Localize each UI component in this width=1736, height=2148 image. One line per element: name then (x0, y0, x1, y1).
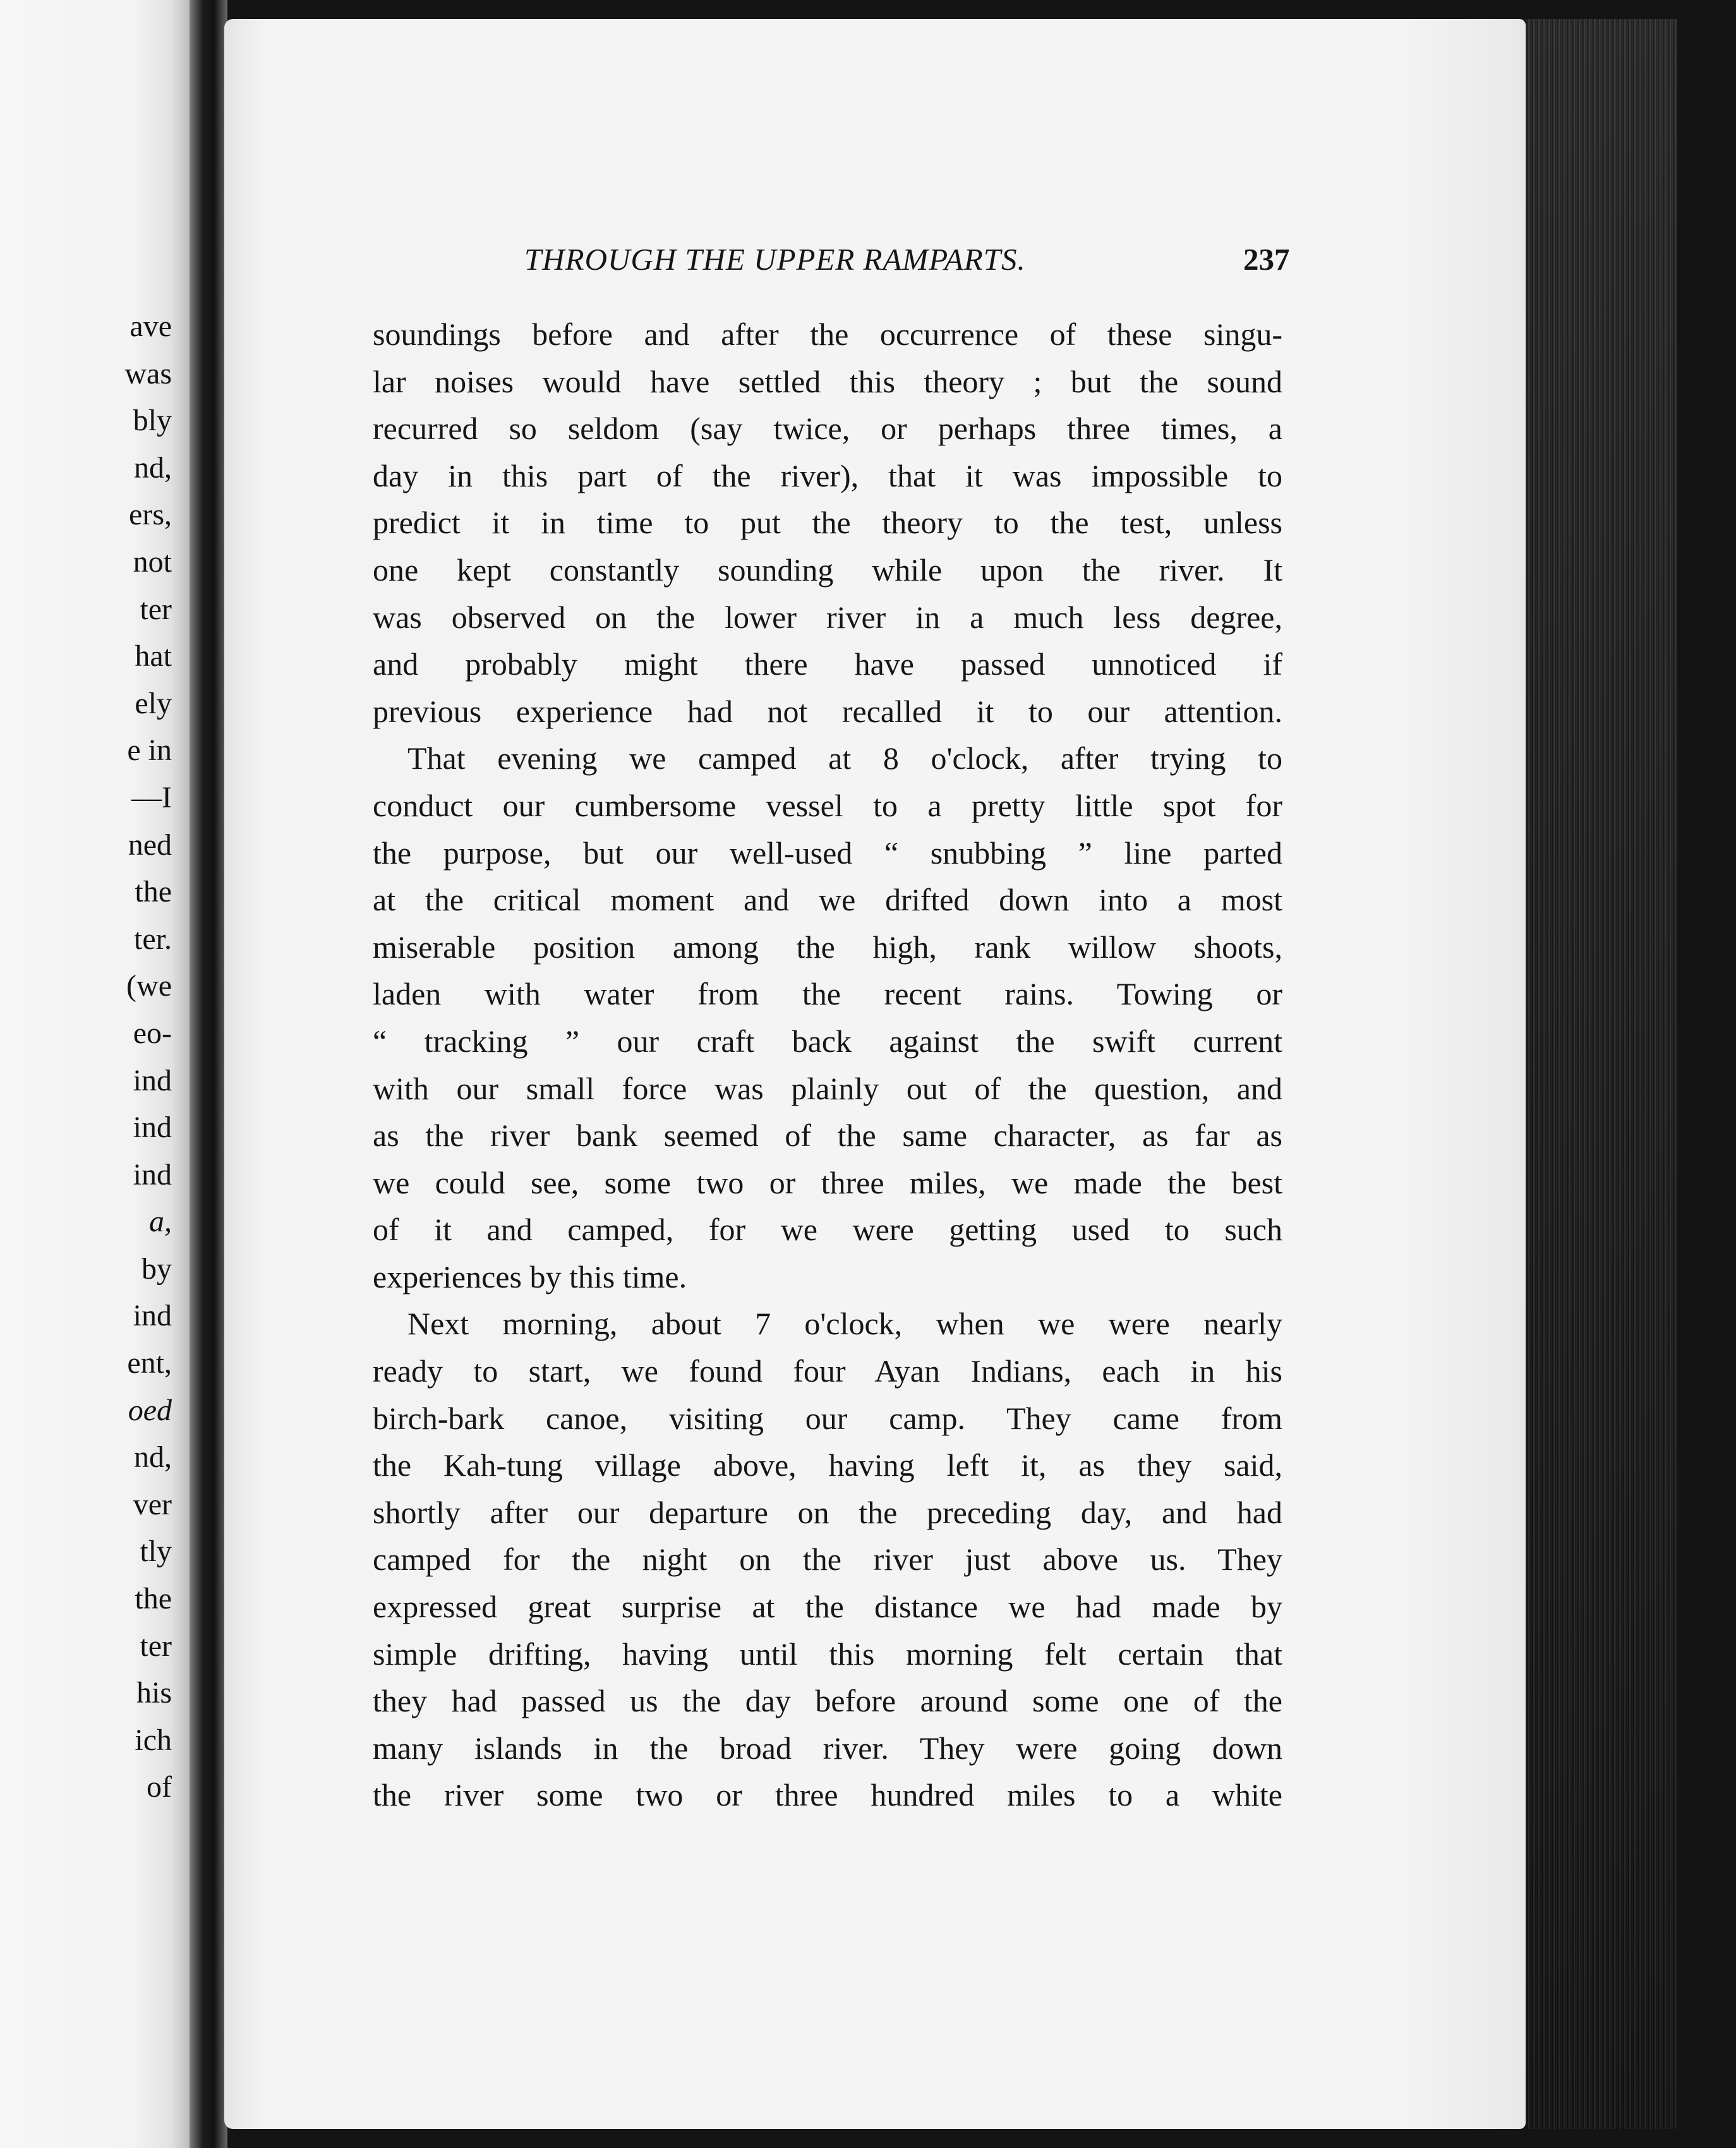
text-line: and probably might there have passed unnoticed if (373, 646, 1282, 682)
body-text (373, 311, 1282, 1819)
text-line: soundings before and after the occurrence of these singu- (373, 317, 1282, 352)
left-line: oed (128, 1393, 172, 1427)
text-line: ready to start, we found four Ayan Indians, each in his (373, 1353, 1282, 1389)
left-line: ent, (127, 1346, 172, 1380)
page-number: 237 (1243, 242, 1290, 277)
book-gutter (190, 0, 227, 2148)
left-line: a, (149, 1205, 172, 1239)
left-line: was (124, 356, 172, 390)
text-line: we could see, some two or three miles, we made the best (373, 1164, 1282, 1200)
left-line: ter (140, 592, 172, 626)
left-line: the (135, 875, 172, 909)
left-line: bly (133, 404, 172, 438)
left-facing-page (0, 0, 190, 2148)
left-line: ter (140, 1629, 172, 1663)
left-line: his (136, 1676, 172, 1710)
left-page-line-endings (8, 303, 172, 1811)
text-line: “ tracking ” our craft back against the swift current (373, 1023, 1282, 1059)
text-line: of it and camped, for we were getting used to such (373, 1212, 1282, 1248)
text-line: miserable position among the high, rank willow shoots, (373, 929, 1282, 965)
text-line: many islands in the broad river. They were going down (373, 1730, 1282, 1766)
text-line: the Kah-tung village above, having left it, as they said, (373, 1447, 1282, 1483)
left-line: ind (133, 1111, 172, 1145)
text-line: birch-bark canoe, visiting our camp. They came from (373, 1400, 1282, 1436)
left-line: tly (140, 1535, 172, 1569)
left-line: by (142, 1252, 172, 1286)
left-line: ind (133, 1063, 172, 1097)
text-line: as the river bank seemed of the same character, as far as (373, 1118, 1282, 1154)
text-line: one kept constantly sounding while upon the river. It (373, 552, 1282, 588)
left-line: (we (126, 969, 172, 1003)
text-line: conduct our cumbersome vessel to a pretty little spot for (373, 787, 1282, 823)
text-line: experiences by this time. (373, 1258, 687, 1294)
left-line: hat (135, 639, 172, 673)
left-line: ter. (134, 922, 172, 956)
text-line: Next morning, about 7 o'clock, when we were nearly (407, 1306, 1282, 1342)
left-line: nd, (134, 1440, 172, 1475)
text-line: the purpose, but our well-used “ snubbing ” line parted (373, 835, 1282, 871)
left-line: of (147, 1770, 172, 1804)
text-line: simple drifting, having until this morning felt certain that (373, 1636, 1282, 1672)
text-line: camped for the night on the river just above us. They (373, 1542, 1282, 1578)
page-edges (1526, 19, 1677, 2129)
text-line: previous experience had not recalled it to our attention. (373, 693, 1282, 729)
left-line: not (133, 545, 172, 579)
text-line: recurred so seldom (say twice, or perhaps three times, a (373, 411, 1282, 447)
text-line: they had passed us the day before around some one of the (373, 1683, 1282, 1719)
text-line: laden with water from the recent rains. Towing or (373, 976, 1282, 1012)
left-line: the (135, 1582, 172, 1616)
left-line: ich (135, 1723, 172, 1757)
text-line: at the critical moment and we drifted down into a most (373, 882, 1282, 918)
left-line: ind (133, 1299, 172, 1333)
text-line: expressed great surprise at the distance we had made by (373, 1589, 1282, 1625)
text-line: shortly after our departure on the preceding day, and had (373, 1494, 1282, 1530)
text-line: the river some two or three hundred miles to a white (373, 1777, 1282, 1813)
text-line: lar noises would have settled this theory ; but the sound (373, 363, 1282, 399)
left-line: —I (131, 780, 172, 814)
text-line: day in this part of the river), that it was impossible to (373, 457, 1282, 493)
left-line: ers, (129, 498, 172, 532)
left-line: ind (133, 1157, 172, 1192)
left-line: ver (133, 1487, 172, 1521)
left-line: nd, (134, 450, 172, 485)
left-line: ave (130, 310, 172, 343)
text-line: was observed on the lower river in a much less degree, (373, 599, 1282, 635)
left-line: ely (135, 686, 172, 720)
text-line: predict it in time to put the theory to the test, unless (373, 505, 1282, 541)
text-line: That evening we camped at 8 o'clock, after trying to (407, 740, 1282, 776)
left-line: e in (127, 733, 172, 768)
running-head: THROUGH THE UPPER RAMPARTS. (524, 242, 1026, 277)
left-line: eo- (133, 1016, 172, 1050)
text-line: with our small force was plainly out of the question, and (373, 1070, 1282, 1106)
left-line: ned (128, 828, 172, 862)
